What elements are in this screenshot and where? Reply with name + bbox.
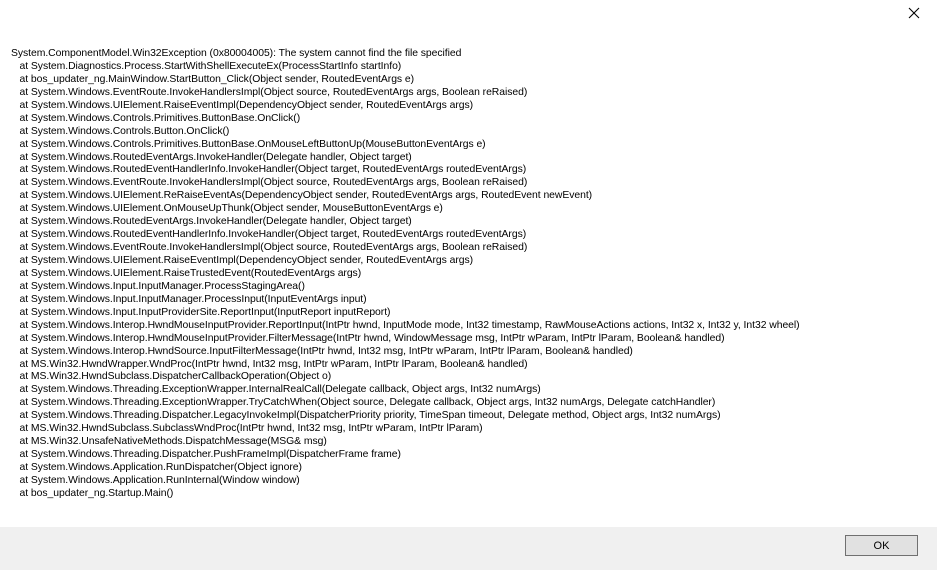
stack-trace-line: at System.Windows.Input.InputManager.ProcessStagingArea(): [11, 280, 305, 292]
stack-trace-line: at System.Windows.Threading.Dispatcher.LegacyInvokeImpl(DispatcherPriority priority, TimeSpan timeout, Delegate method, Object args, Int32 numArgs): [11, 410, 721, 422]
stack-trace-line: at System.Windows.UIElement.RaiseEventImpl(DependencyObject sender, RoutedEventArgs args): [11, 99, 474, 111]
stack-trace-line: at System.Windows.Input.InputManager.ProcessInput(InputEventArgs input): [11, 293, 367, 305]
stack-trace-line: at System.Windows.Threading.ExceptionWrapper.TryCatchWhen(Object source, Delegate callback, Object args, Int32 numArgs, Delegate catchHandler): [11, 397, 716, 409]
stack-trace-line: at System.Windows.Interop.HwndMouseInputProvider.ReportInput(IntPtr hwnd, InputMode mode, Int32 timestamp, RawMouseActions actions, Int32 x, Int32 y, Int32 wheel): [11, 319, 800, 331]
stack-trace-line: at System.Windows.Interop.HwndMouseInputProvider.FilterMessage(IntPtr hwnd, WindowMessage msg, IntPtr wParam, IntPtr lParam, Boolean& handled): [11, 332, 725, 344]
exception-header-line: System.ComponentModel.Win32Exception (0x80004005): The system cannot find the file specified: [11, 48, 462, 59]
stack-trace-line: at System.Windows.UIElement.RaiseEventImpl(DependencyObject sender, RoutedEventArgs args): [11, 255, 474, 266]
stack-trace-line: at bos_updater_ng.MainWindow.StartButton_Click(Object sender, RoutedEventArgs e): [11, 73, 415, 85]
close-icon: [908, 7, 920, 19]
stack-trace-line: at System.Windows.UIElement.ReRaiseEventAs(DependencyObject sender, RoutedEventArgs args, RoutedEvent newEvent): [11, 190, 593, 202]
stack-trace-line: at System.Windows.EventRoute.InvokeHandlersImpl(Object source, RoutedEventArgs args, Boolean reRaised): [11, 86, 528, 98]
stack-trace-line: at System.Windows.UIElement.OnMouseUpThunk(Object sender, MouseButtonEventArgs e): [11, 203, 443, 215]
stack-trace-line: at System.Windows.Application.RunDispatcher(Object ignore): [11, 462, 302, 473]
close-button[interactable]: [891, 0, 937, 26]
stack-trace-line: at MS.Win32.HwndSubclass.DispatcherCallbackOperation(Object o): [11, 371, 332, 383]
stack-trace-line: at System.Windows.Controls.Primitives.ButtonBase.OnMouseLeftButtonUp(MouseButtonEventArgs e): [11, 138, 486, 150]
stack-trace-line: at System.Windows.EventRoute.InvokeHandlersImpl(Object source, RoutedEventArgs args, Boolean reRaised): [11, 242, 528, 254]
stack-trace-line: at System.Windows.Interop.HwndSource.InputFilterMessage(IntPtr hwnd, Int32 msg, IntPtr wParam, IntPtr lParam, Boolean& handled): [11, 345, 633, 357]
stack-trace-line: at System.Windows.EventRoute.InvokeHandlersImpl(Object source, RoutedEventArgs args, Boolean reRaised): [11, 177, 528, 189]
stack-trace-line: at MS.Win32.HwndSubclass.SubclassWndProc(IntPtr hwnd, Int32 msg, IntPtr wParam, IntPtr lParam): [11, 423, 483, 435]
stack-trace-line: at System.Windows.Controls.Primitives.ButtonBase.OnClick(): [11, 112, 301, 124]
stack-trace-line: at System.Windows.RoutedEventArgs.InvokeHandler(Delegate handler, Object target): [11, 216, 412, 228]
stack-trace-line: at MS.Win32.HwndWrapper.WndProc(IntPtr hwnd, Int32 msg, IntPtr wParam, IntPtr lParam, Boolean& handled): [11, 358, 528, 370]
stack-trace-line: at System.Windows.RoutedEventArgs.InvokeHandler(Delegate handler, Object target): [11, 151, 412, 163]
stack-trace-line: at System.Diagnostics.Process.StartWithShellExecuteEx(ProcessStartInfo startInfo): [11, 60, 402, 72]
stack-trace-line: at System.Windows.Application.RunInternal(Window window): [11, 474, 300, 486]
stack-trace-line: at System.Windows.RoutedEventHandlerInfo.InvokeHandler(Object target, RoutedEventArgs routedEventArgs): [11, 164, 527, 176]
stack-trace-line: at System.Windows.Controls.Button.OnClick(): [11, 125, 230, 137]
exception-message: [11, 48, 926, 501]
ok-button[interactable]: OK: [845, 535, 918, 556]
stack-trace-line: at bos_updater_ng.Startup.Main(): [11, 487, 174, 499]
stack-trace-line: at System.Windows.Threading.ExceptionWrapper.InternalRealCall(Delegate callback, Object args, Int32 numArgs): [11, 384, 541, 396]
dialog-footer: [0, 527, 937, 570]
stack-trace-line: at System.Windows.RoutedEventHandlerInfo.InvokeHandler(Object target, RoutedEventArgs routedEventArgs): [11, 229, 527, 241]
stack-trace-line: at System.Windows.Input.InputProviderSite.ReportInput(InputReport inputReport): [11, 306, 391, 318]
stack-trace-line: at System.Windows.UIElement.RaiseTrustedEvent(RoutedEventArgs args): [11, 267, 362, 279]
stack-trace-line: at MS.Win32.UnsafeNativeMethods.DispatchMessage(MSG& msg): [11, 436, 327, 448]
stack-trace-line: at System.Windows.Threading.Dispatcher.PushFrameImpl(DispatcherFrame frame): [11, 449, 401, 461]
